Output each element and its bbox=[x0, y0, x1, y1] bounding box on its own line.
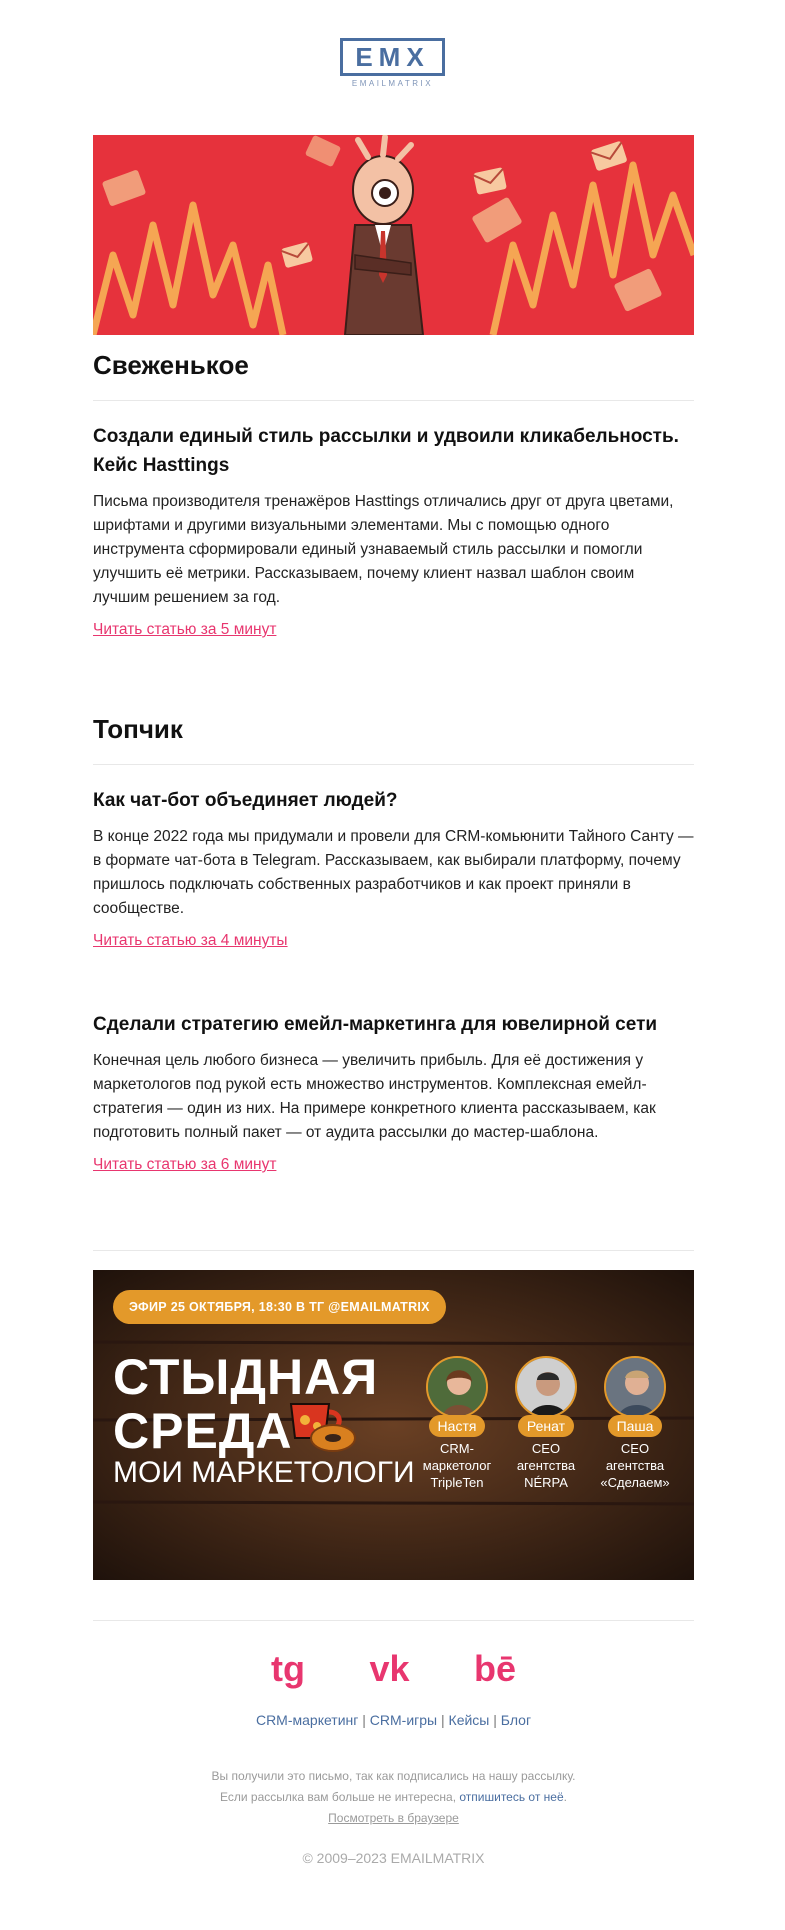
divider bbox=[93, 764, 694, 765]
footer-nav bbox=[93, 1712, 694, 1728]
speaker-card bbox=[506, 1356, 586, 1491]
crm-games-link[interactable]: CRM-игры bbox=[369, 1712, 438, 1728]
crm-marketing-link[interactable]: CRM-маркетинг bbox=[255, 1712, 359, 1728]
webinar-title-line: СТЫДНАЯ bbox=[113, 1349, 379, 1405]
read-article-link[interactable]: Читать статью за 5 минут bbox=[93, 621, 277, 638]
read-article-link[interactable]: Читать статью за 6 минут bbox=[93, 1156, 277, 1173]
logo-area bbox=[0, 38, 785, 88]
article-title: Сделали стратегию емейл-маркетинга для ювелирной сети bbox=[93, 1014, 658, 1035]
article-title: Как чат-бот объединяет людей? bbox=[93, 790, 398, 811]
view-in-browser-link[interactable]: Посмотреть в браузере bbox=[328, 1811, 459, 1825]
speaker-name: Паша bbox=[608, 1415, 663, 1437]
webinar-subtitle: МОИ МАРКЕТОЛОГИ bbox=[113, 1456, 415, 1489]
read-article-link[interactable]: Читать статью за 4 минуты bbox=[93, 932, 288, 949]
speaker-name: Ренат bbox=[518, 1415, 574, 1437]
article-title: Создали единый стиль рассылки и удвоили кликабельность. Кейс Hasttings bbox=[93, 426, 679, 476]
article-text: Конечная цель любого бизнеса — увеличить прибыль. Для её достижения у маркетологов под рукой есть множество инструментов. Комплексная емейл-стратегия — один из них. На примере конкретного клиента рассказываем, как подготовить полный пакет — от аудита рассылки до мастер-шаблона. bbox=[93, 1052, 656, 1141]
separator: | bbox=[493, 1712, 497, 1728]
unsubscribe-link[interactable]: отпишитесь от неё bbox=[459, 1790, 564, 1804]
divider bbox=[93, 1250, 694, 1251]
webinar-title-line: СРЕДА bbox=[113, 1403, 293, 1459]
divider bbox=[93, 400, 694, 401]
webinar-date-badge: ЭФИР 25 ОКТЯБРЯ, 18:30 В ТГ @EMAILMATRIX bbox=[113, 1290, 446, 1324]
speaker-role: CEO агентства NÉRPA bbox=[516, 1441, 576, 1490]
divider bbox=[93, 1620, 694, 1621]
speaker-name: Настя bbox=[429, 1415, 486, 1437]
telegram-link[interactable]: tg bbox=[271, 1648, 305, 1689]
speaker-card bbox=[417, 1356, 497, 1491]
section-title-top: Топчик bbox=[93, 714, 183, 744]
speaker-photo bbox=[426, 1356, 488, 1418]
speaker-photo bbox=[515, 1356, 577, 1418]
cases-link[interactable]: Кейсы bbox=[448, 1712, 490, 1728]
speaker-photo bbox=[604, 1356, 666, 1418]
webinar-banner[interactable] bbox=[93, 1270, 694, 1580]
vk-link[interactable]: vk bbox=[369, 1648, 410, 1689]
section-fresh bbox=[93, 350, 694, 380]
footer-note bbox=[93, 1766, 694, 1829]
speaker-role: CRM- маркетолог TripleTen bbox=[422, 1441, 492, 1490]
behance-link[interactable]: bē bbox=[473, 1648, 516, 1689]
blog-link[interactable]: Блог bbox=[500, 1712, 532, 1728]
hero-illustration bbox=[93, 135, 694, 335]
section-title-fresh: Свеженькое bbox=[93, 350, 249, 380]
unsubscribe-line: Если рассылка вам больше не интересна, отпишитесь от неё. bbox=[219, 1790, 567, 1804]
hero-image[interactable] bbox=[93, 135, 694, 335]
logo-text: EMX bbox=[355, 42, 430, 72]
article-jewelry bbox=[93, 1010, 694, 1175]
article-text: Письма производителя тренажёров Hasttings отличались друг от друга цветами, шрифтами и другими визуальными элементами. Мы с помощью одного инструмента сформировали единый узнаваемый стиль рассылки и помогли улучшить её метрики. Рассказываем, почему клиент назвал шаблон своим лучшим решением за год. bbox=[93, 493, 674, 606]
article-chatbot bbox=[93, 786, 694, 951]
section-top bbox=[93, 714, 694, 744]
copyright: © 2009–2023 EMAILMATRIX bbox=[302, 1850, 485, 1866]
logo-subtitle: EMAILMATRIX bbox=[351, 79, 434, 88]
speaker-card bbox=[595, 1356, 675, 1491]
speaker-role: CEO агентства «Сделаем» bbox=[600, 1441, 670, 1490]
article-text: В конце 2022 года мы придумали и провели для CRM-комьюнити Тайного Санту — в формате чат-бота в Telegram. Рассказываем, как выбирали платформу, почему пришлось подключать собственных разработчиков и как проект приняли в сообществе. bbox=[93, 828, 694, 917]
social-links bbox=[93, 1648, 694, 1690]
article-hasttings bbox=[93, 422, 694, 640]
subscription-reason: Вы получили это письмо, так как подписались на нашу рассылку. bbox=[211, 1769, 576, 1783]
separator: | bbox=[362, 1712, 366, 1728]
separator: | bbox=[441, 1712, 445, 1728]
webinar-title bbox=[113, 1350, 378, 1458]
logo[interactable] bbox=[340, 38, 444, 76]
